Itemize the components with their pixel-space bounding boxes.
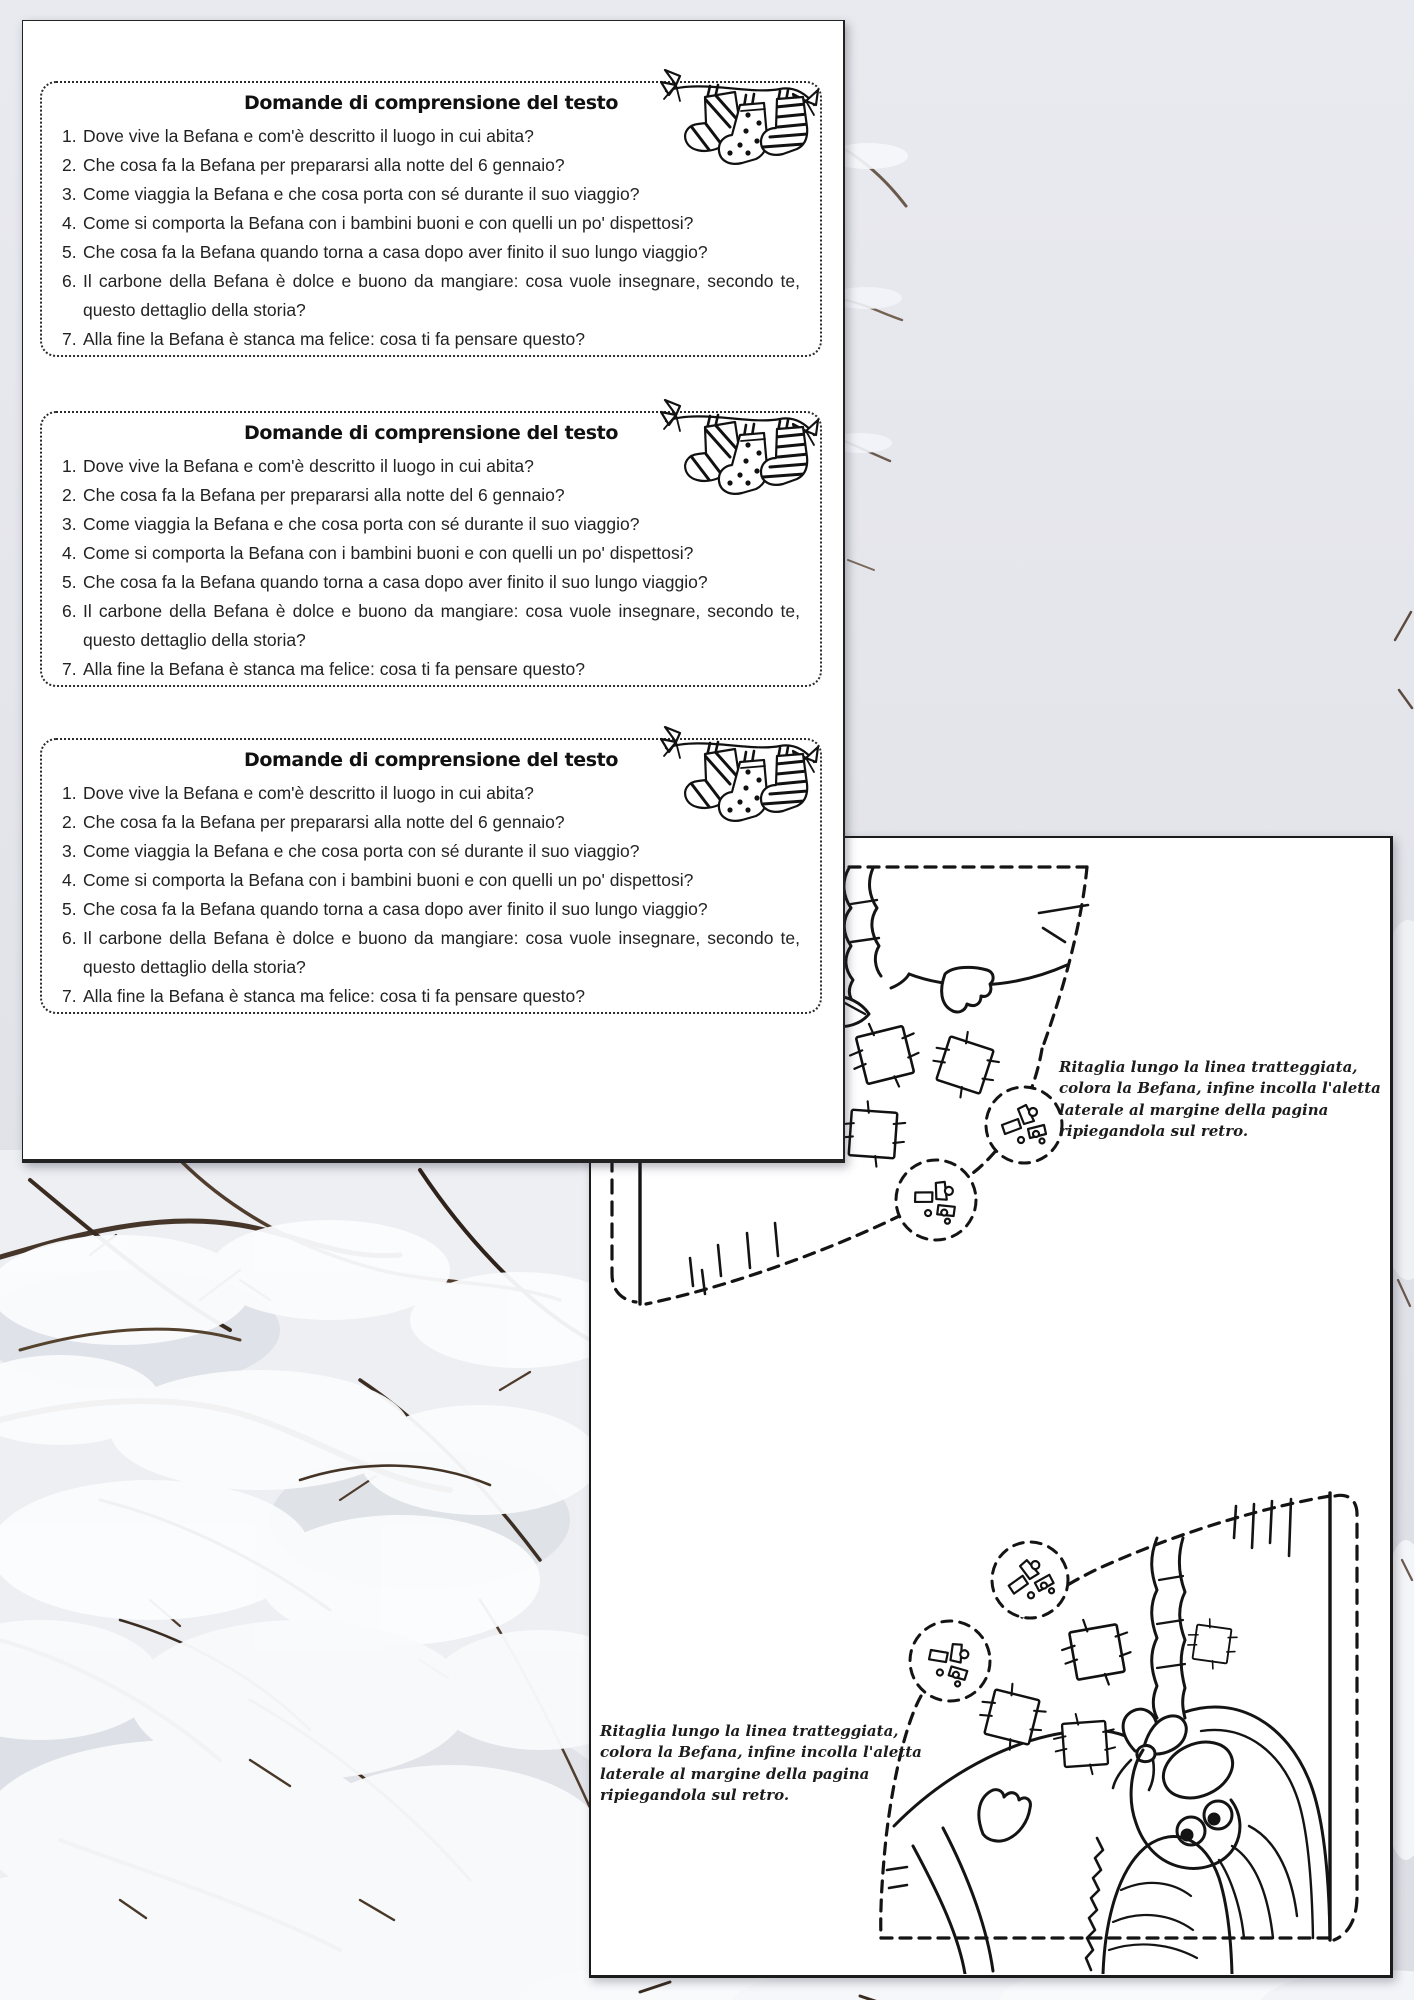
question-text: Il carbone della Befana è dolce e buono da mangiare: cosa vuole insegnare, secondo te, questo dettaglio della storia?: [83, 601, 800, 650]
question-text: Come viaggia la Befana e che cosa porta con sé durante il suo viaggio?: [83, 514, 640, 534]
question-text: Alla fine la Befana è stanca ma felice: cosa ti fa pensare questo?: [83, 986, 585, 1006]
question-text: Alla fine la Befana è stanca ma felice: cosa ti fa pensare questo?: [83, 329, 585, 349]
befana-cone-lower: [881, 1493, 1357, 1974]
question-item: [62, 924, 800, 982]
question-number: 5.: [62, 572, 77, 592]
question-text: Il carbone della Befana è dolce e buono da mangiare: cosa vuole insegnare, secondo te, questo dettaglio della storia?: [83, 271, 800, 320]
question-item: [62, 655, 800, 684]
question-text: Come viaggia la Befana e che cosa porta con sé durante il suo viaggio?: [83, 841, 640, 861]
box-title: Domande di comprensione del testo: [243, 422, 619, 444]
question-item: [62, 597, 800, 655]
question-number: 2.: [62, 155, 77, 175]
question-text: Che cosa fa la Befana per prepararsi alla notte del 6 gennaio?: [83, 155, 565, 175]
question-number: 4.: [62, 213, 77, 233]
question-text: Che cosa fa la Befana quando torna a casa dopo aver finito il suo lungo viaggio?: [83, 242, 708, 262]
questions-page: [22, 20, 845, 1163]
question-item: [62, 895, 800, 924]
question-item: [62, 866, 800, 895]
question-number: 7.: [62, 986, 77, 1006]
question-number: 5.: [62, 242, 77, 262]
question-item: [62, 267, 800, 325]
question-number: 3.: [62, 184, 77, 204]
question-text: Come si comporta la Befana con i bambini buoni e con quelli un po' dispettosi?: [83, 870, 694, 890]
stockings-garland-icon: [660, 722, 820, 847]
question-item: [62, 982, 800, 1011]
question-number: 7.: [62, 329, 77, 349]
stockings-garland-icon: [660, 65, 820, 190]
question-number: 1.: [62, 126, 77, 146]
question-item: [62, 238, 800, 267]
question-item: [62, 539, 800, 568]
question-number: 6.: [62, 601, 77, 621]
question-number: 7.: [62, 659, 77, 679]
question-item: [62, 325, 800, 354]
box-title: Domande di comprensione del testo: [243, 92, 619, 114]
question-number: 4.: [62, 543, 77, 563]
question-text: Come viaggia la Befana e che cosa porta con sé durante il suo viaggio?: [83, 184, 640, 204]
question-text: Il carbone della Befana è dolce e buono da mangiare: cosa vuole insegnare, secondo te, questo dettaglio della storia?: [83, 928, 800, 977]
question-number: 4.: [62, 870, 77, 890]
question-item: [62, 568, 800, 597]
stockings-garland-icon: [660, 395, 820, 520]
question-number: 5.: [62, 899, 77, 919]
question-text: Dove vive la Befana e com'è descritto il luogo in cui abita?: [83, 126, 534, 146]
question-number: 6.: [62, 928, 77, 948]
question-text: Che cosa fa la Befana per prepararsi alla notte del 6 gennaio?: [83, 812, 565, 832]
question-number: 3.: [62, 514, 77, 534]
question-text: Come si comporta la Befana con i bambini buoni e con quelli un po' dispettosi?: [83, 213, 694, 233]
question-text: Che cosa fa la Befana quando torna a casa dopo aver finito il suo lungo viaggio?: [83, 572, 708, 592]
question-number: 2.: [62, 812, 77, 832]
question-number: 2.: [62, 485, 77, 505]
question-number: 1.: [62, 783, 77, 803]
question-number: 1.: [62, 456, 77, 476]
question-text: Come si comporta la Befana con i bambini buoni e con quelli un po' dispettosi?: [83, 543, 694, 563]
craft-instruction-lower: Ritaglia lungo la linea tratteggiata, colora la Befana, infine incolla l'aletta laterale al margine della pagina ripiegandola sul retro.: [600, 1722, 922, 1804]
question-text: Dove vive la Befana e com'è descritto il luogo in cui abita?: [83, 783, 534, 803]
box-title: Domande di comprensione del testo: [243, 749, 619, 771]
craft-instruction-upper: Ritaglia lungo la linea tratteggiata, colora la Befana, infine incolla l'aletta laterale al margine della pagina ripiegandola sul retro.: [1059, 1058, 1381, 1140]
question-number: 6.: [62, 271, 77, 291]
question-text: Dove vive la Befana e com'è descritto il luogo in cui abita?: [83, 456, 534, 476]
question-text: Che cosa fa la Befana per prepararsi alla notte del 6 gennaio?: [83, 485, 565, 505]
question-item: [62, 209, 800, 238]
question-text: Alla fine la Befana è stanca ma felice: cosa ti fa pensare questo?: [83, 659, 585, 679]
question-text: Che cosa fa la Befana quando torna a casa dopo aver finito il suo lungo viaggio?: [83, 899, 708, 919]
question-number: 3.: [62, 841, 77, 861]
